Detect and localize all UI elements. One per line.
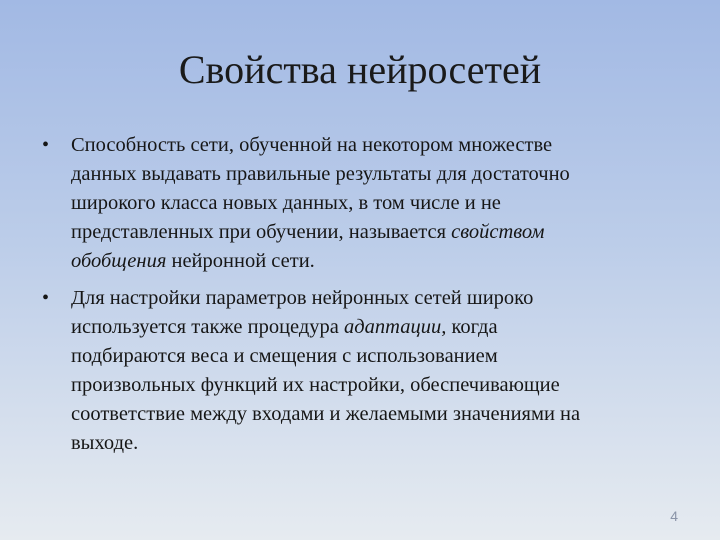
text-line	[71, 284, 700, 313]
text-segment: выходе.	[71, 432, 139, 454]
text-segment: используется также процедура	[71, 316, 345, 338]
bullet-marker: •	[42, 134, 50, 156]
text-line	[71, 429, 700, 458]
text-line	[71, 342, 700, 371]
slide-title: Свойства нейросетей	[178, 47, 542, 92]
bullet-marker: •	[42, 287, 50, 309]
text-line	[71, 131, 700, 160]
text-segment: Способность сети, обученной на некотором множестве	[71, 134, 553, 156]
bullet-item	[40, 131, 700, 276]
italic-term: адаптации,	[344, 316, 447, 338]
text-segment: нейронной сети.	[166, 250, 315, 272]
text-line	[71, 371, 700, 400]
italic-term: свойством	[451, 221, 545, 243]
text-segment: представленных при обучении, называется	[71, 221, 452, 243]
bullet-text	[71, 284, 700, 458]
italic-term: обобщения	[71, 250, 167, 272]
text-line	[71, 247, 700, 276]
slide-number: 4	[670, 508, 678, 524]
text-segment: широкого класса новых данных, в том числе и не	[71, 192, 501, 214]
text-line	[71, 400, 700, 429]
bullet-item	[40, 284, 700, 458]
text-segment: подбираются веса и смещения с использованием	[71, 345, 498, 367]
text-line	[71, 218, 700, 247]
bullet-list	[40, 131, 700, 466]
text-segment: данных выдавать правильные результаты для достаточно	[71, 163, 570, 185]
text-line	[71, 160, 700, 189]
text-segment: когда	[446, 316, 498, 338]
bullet-text	[71, 131, 700, 276]
text-line	[71, 189, 700, 218]
text-segment: соответствие между входами и желаемыми значениями на	[71, 403, 581, 425]
text-segment: Для настройки параметров нейронных сетей широко	[71, 287, 534, 309]
text-segment: произвольных функций их настройки, обеспечивающие	[71, 374, 560, 396]
text-line	[71, 313, 700, 342]
